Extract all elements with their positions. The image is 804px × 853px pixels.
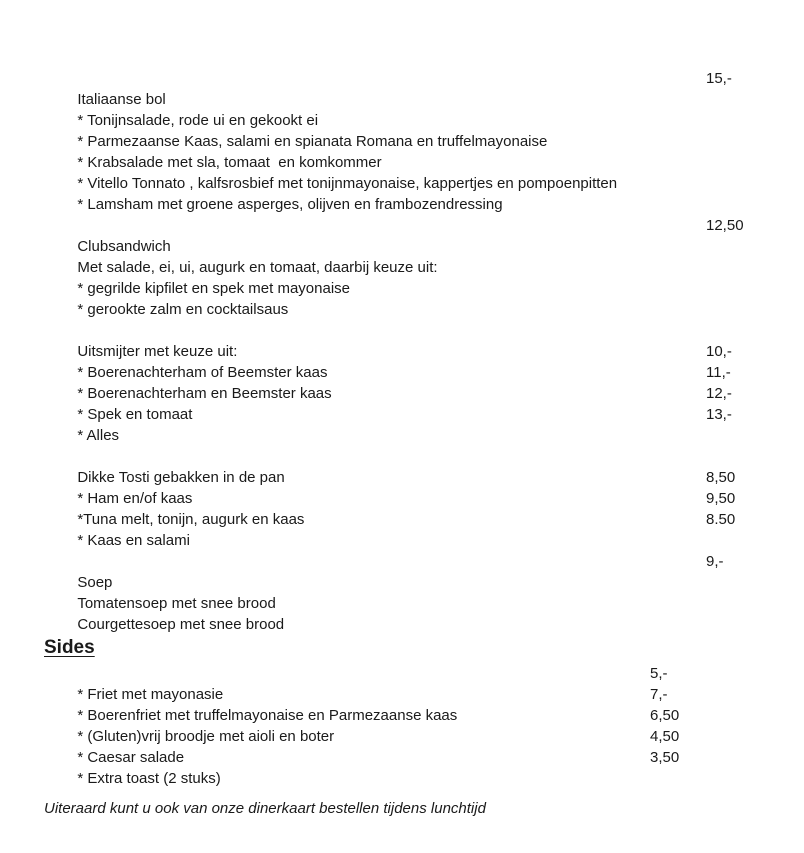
menu-body <box>44 68 774 819</box>
menu-item-row <box>44 572 774 612</box>
menu-item-row <box>44 663 774 703</box>
menu-item-label: * Vitello Tonnato , kalfsrosbief met tonijnmayonaise, kappertjes en pompoenpitten <box>77 175 618 192</box>
menu-item-price: 3,50 <box>650 749 680 766</box>
section-heading: Italiaanse bol <box>77 91 166 108</box>
menu-item-label: * Parmezaanse Kaas, salami en spianata Romana en truffelmayonaise <box>77 133 548 150</box>
menu-item-row <box>44 236 774 276</box>
menu-item-label: * Boerenachterham en Beemster kaas <box>77 385 332 402</box>
menu-section-sides <box>44 635 774 787</box>
menu-item-label: * Spek en tomaat <box>77 406 193 423</box>
menu-item-label: * Ham en/of kaas <box>77 490 193 507</box>
section-heading-price: 9,- <box>706 553 724 570</box>
menu-item-row <box>44 257 774 297</box>
menu-item-label: * gerookte zalm en cocktailsaus <box>77 301 289 318</box>
menu-item-row <box>44 593 774 633</box>
menu-item-price: 13,- <box>706 406 732 423</box>
menu-item-label: *Tuna melt, tonijn, augurk en kaas <box>77 511 305 528</box>
menu-item-label: * Lamsham met groene asperges, olijven en frambozendressing <box>77 196 503 213</box>
menu-item-label: * Friet met mayonasie <box>77 686 224 703</box>
section-heading-row <box>44 551 774 591</box>
menu-item-label: * Krabsalade met sla, tomaat en komkommer <box>77 154 382 171</box>
menu-item-label: * Tonijnsalade, rode ui en gekookt ei <box>77 112 319 129</box>
menu-item-row <box>44 747 774 787</box>
menu-item-label: Tomatensoep met snee brood <box>77 595 276 612</box>
menu-item-price: 6,50 <box>650 707 680 724</box>
sides-heading: Sides <box>44 637 95 658</box>
menu-item-price: 10,- <box>706 343 732 360</box>
section-heading: Dikke Tosti gebakken in de pan <box>77 469 285 486</box>
menu-item-price: 7,- <box>650 686 668 703</box>
menu-item-label: * Extra toast (2 stuks) <box>77 770 221 787</box>
section-heading: Soep <box>77 574 113 591</box>
menu-item-row <box>44 278 774 318</box>
menu-item-row <box>44 509 774 549</box>
menu-item-price: 11,- <box>706 364 731 381</box>
menu-item-price: 5,- <box>650 665 668 682</box>
menu-item-row <box>44 152 774 192</box>
menu-section-soep <box>44 551 774 633</box>
menu-item-label: * Boerenfriet met truffelmayonaise en Parmezaanse kaas <box>77 707 458 724</box>
menu-item-label: * Alles <box>77 427 120 444</box>
menu-item-row <box>44 173 774 213</box>
menu-item-price: 8,50 <box>706 469 736 486</box>
menu-section-italiaanse-bol <box>44 68 774 213</box>
menu-item-label: * Caesar salade <box>77 749 185 766</box>
menu-item-row <box>44 131 774 171</box>
section-heading-row <box>44 215 774 255</box>
section-heading-price: 12,50 <box>706 217 744 234</box>
menu-section-clubsandwich <box>44 215 774 318</box>
menu-section-dikke-tosti <box>44 446 774 549</box>
menu-item-label: * (Gluten)vrij broodje met aioli en boter <box>77 728 335 745</box>
section-heading: Uitsmijter met keuze uit: <box>77 343 238 360</box>
menu-item-price: 8.50 <box>706 511 736 528</box>
menu-item-row <box>44 110 774 150</box>
menu-item-label: * Kaas en salami <box>77 532 190 549</box>
section-heading: Clubsandwich <box>77 238 171 255</box>
section-heading-price: 15,- <box>706 70 732 87</box>
menu-item-row <box>44 404 774 444</box>
menu-item-label: * gegrilde kipfilet en spek met mayonaise <box>77 280 350 297</box>
menu-section-uitsmijter <box>44 320 774 444</box>
menu-item-price: 9,50 <box>706 490 736 507</box>
menu-item-price: 4,50 <box>650 728 680 745</box>
menu-item-price: 12,- <box>706 385 732 402</box>
menu-item-label: * Boerenachterham of Beemster kaas <box>77 364 328 381</box>
menu-item-row <box>44 89 774 129</box>
menu-item-label: Courgettesoep met snee brood <box>77 616 285 633</box>
menu-item-label: Met salade, ei, ui, augurk en tomaat, daarbij keuze uit: <box>77 259 438 276</box>
section-heading-row <box>44 68 774 108</box>
footer-note: Uiteraard kunt u ook van onze dinerkaart bestellen tijdens lunchtijd <box>44 800 486 817</box>
